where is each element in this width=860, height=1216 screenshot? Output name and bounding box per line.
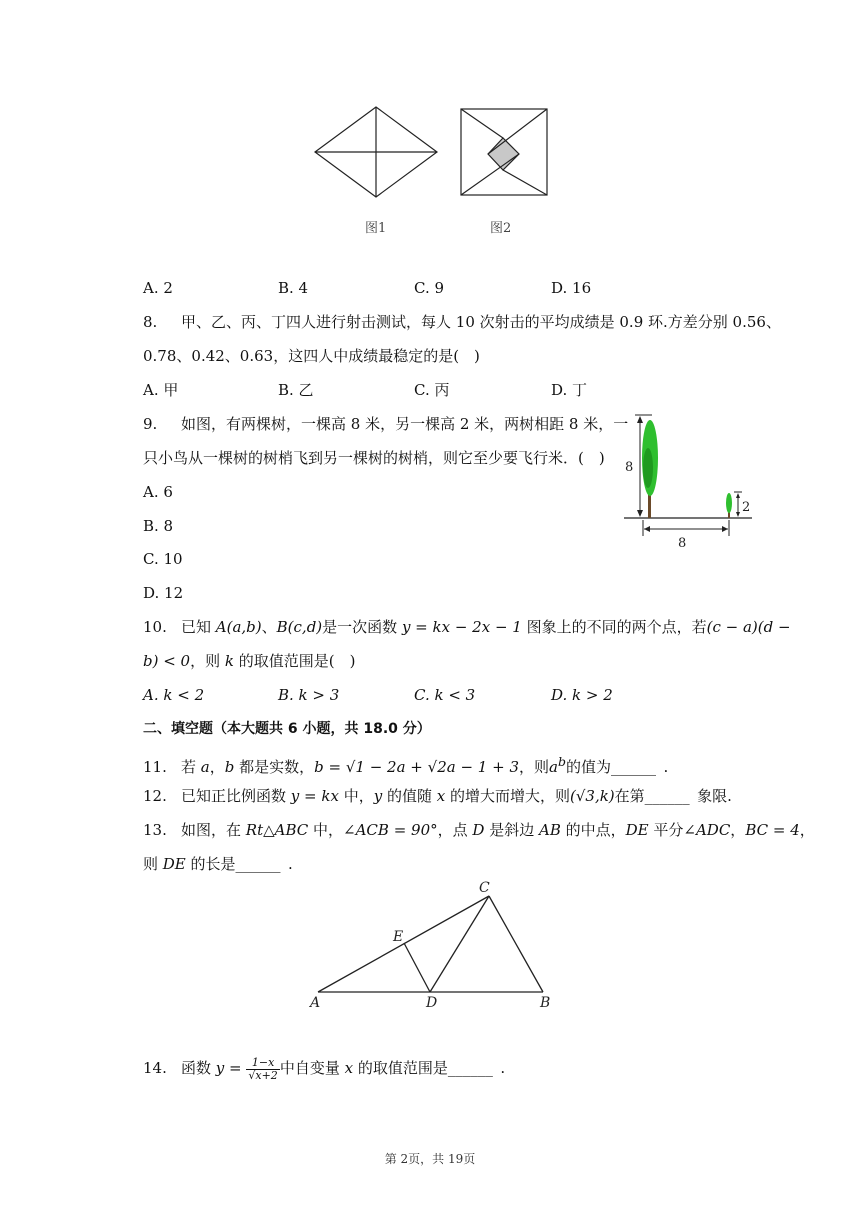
q10-point-a: A(a,b) [215, 618, 262, 636]
q11-line [143, 751, 668, 778]
q11-expression: b = √1 − 2a + √2a − 1 + 3 [314, 758, 519, 776]
q9-option-a: A. 6 [143, 483, 173, 501]
q13-text-f: 平分 [648, 821, 684, 839]
q13-triangle-figure [300, 875, 570, 1015]
q13-var-de-2: DE [162, 855, 186, 873]
q13-text-c: ，点 [437, 821, 473, 839]
q8-number: 8. [143, 313, 158, 331]
q13-bc: BC = 4 [745, 821, 800, 839]
q13-text-g: ， [730, 821, 746, 839]
q13-text-a: 如图，在 [181, 821, 246, 839]
q9-number: 9. [143, 415, 158, 433]
q12-text-a: 已知正比例函数 [181, 787, 291, 805]
q10-text-b: 是一次函数 [322, 618, 402, 636]
q13-text-j: 的长是______ . [185, 855, 293, 873]
q9-tall-height-label: 8 [625, 460, 634, 475]
q10-option-c: C. k < 3 [414, 686, 476, 704]
q9-line-2: 只小鸟从一棵树的树梢飞到另一棵树的树梢，则它至少要飞行米．( ) [143, 449, 605, 467]
figure-2-label: 图2 [490, 221, 512, 236]
q12-point: (√3,k) [569, 787, 615, 805]
q8-option-a: A. 甲 [143, 381, 179, 399]
q12-text-e: 在第______ 象限. [614, 787, 732, 805]
q12-text-d: 的增大而增大，则 [445, 787, 570, 805]
q7-option-c: C. 9 [414, 279, 445, 297]
tall-tree-icon [642, 420, 658, 518]
q9-option-c: C. 10 [143, 550, 183, 568]
q12-text-b: 中， [338, 787, 374, 805]
q10-text-c: 图象上的不同的两个点，若 [521, 618, 707, 636]
q14-text-a: 函数 [181, 1059, 216, 1077]
q10-option-d: D. k > 2 [551, 686, 613, 704]
q10-line-2 [143, 650, 355, 672]
q13-label-b: B [540, 995, 551, 1011]
q14-numerator: 1−x [246, 1057, 279, 1070]
q13-text-h: ， [799, 821, 815, 839]
q11-text-b: 都是实数， [234, 758, 315, 776]
q13-label-a: A [310, 995, 321, 1011]
q9-distance-label: 8 [678, 536, 687, 551]
q13-text-d: 是斜边 [484, 821, 539, 839]
q13-text-i: 则 [143, 855, 163, 873]
q10-text-a: 已知 [181, 618, 216, 636]
section-2-title: 二、填空题（本大题共 6 小题，共 18.0 分） [143, 721, 431, 737]
q14-number: 14. [143, 1059, 167, 1077]
q10-condition-1: (c − a)(d − [706, 618, 791, 636]
q11-var-a: a [200, 758, 210, 776]
q13-text-e: 的中点， [560, 821, 626, 839]
q14-denominator: √x+2 [248, 1068, 278, 1082]
q9-option-d: D. 12 [143, 584, 184, 602]
q12-var-y: y [373, 787, 383, 805]
q10-line-1 [143, 616, 791, 638]
q11-base: a [549, 758, 558, 776]
q13-var-de: DE [625, 821, 649, 839]
q10-function: y = kx − 2x − 1 [401, 618, 522, 636]
q14-text-c: 的取值范围是______ . [353, 1059, 506, 1077]
q7-option-d: D. 16 [551, 279, 592, 297]
q12-text-c: 的值随 [382, 787, 437, 805]
q11-text-d: 的值为______ . [565, 758, 669, 776]
page-footer: 第 2页，共 19页 [384, 1152, 476, 1166]
figure-1-label: 图1 [365, 221, 387, 236]
figures-q7 [300, 100, 560, 240]
q10-option-b: B. k > 3 [278, 686, 340, 704]
q8-option-d: D. 丁 [551, 381, 588, 399]
q13-label-d: D [426, 995, 438, 1011]
q13-label-e: E [393, 929, 404, 945]
figure-2-square [461, 109, 547, 195]
q10-condition-2: b) < 0 [143, 652, 191, 670]
q14-var-y: y = [215, 1059, 242, 1077]
q13-line-2 [143, 853, 293, 875]
q13-text-b: 中， [308, 821, 344, 839]
q11-var-b: b [224, 758, 235, 776]
q10-text-d: ，则 [190, 652, 225, 670]
q10-text-e: 的取值范围是( ) [233, 652, 356, 670]
q13-var-d: D [472, 821, 485, 839]
q14-fraction [246, 1057, 279, 1082]
q7-option-b: B. 4 [278, 279, 309, 297]
q11-text-c: ，则 [518, 758, 549, 776]
q13-triangle: Rt△ABC [245, 821, 309, 839]
q8-line-2: 0.78、0.42、0.63，这四人中成绩最稳定的是( ) [143, 347, 480, 365]
q8-line-1 [143, 311, 781, 333]
short-tree-icon [726, 493, 732, 518]
q12-function: y = kx [290, 787, 339, 805]
q9-text-1: 如图，有两棵树，一棵高 8 米，另一棵高 2 米，两树相距 8 米，一 [181, 415, 629, 433]
q9-short-height-label: 2 [742, 500, 751, 515]
q14-var-x: x [344, 1059, 354, 1077]
q9-line-1 [143, 413, 628, 435]
q11-exponent: b [557, 754, 566, 769]
q10-number: 10. [143, 618, 167, 636]
q8-option-c: C. 丙 [414, 381, 450, 399]
q14-line [143, 1054, 505, 1082]
q13-angle: ∠ACB = 90° [343, 821, 438, 839]
q12-var-x: x [436, 787, 446, 805]
q8-text-1: 甲、乙、丙、丁四人进行射击测试，每人 10 次射击的平均成绩是 0.9 环.方差分别 0.56、 [181, 313, 781, 331]
q10-option-a: A. k < 2 [143, 686, 205, 704]
q13-var-ab: AB [538, 821, 561, 839]
q10-point-b: B(c,d) [276, 618, 323, 636]
q10-sep: 、 [261, 618, 277, 636]
q13-number: 13. [143, 821, 167, 839]
q14-text-b: 中自变量 [279, 1059, 345, 1077]
q12-number: 12. [143, 787, 167, 805]
q9-tree-figure [612, 408, 762, 553]
q13-angle-adc: ∠ADC [683, 821, 731, 839]
q9-option-b: B. 8 [143, 517, 174, 535]
q13-line-1 [143, 819, 815, 841]
q7-option-a: A. 2 [143, 279, 173, 297]
figure-1-rhombus [315, 107, 437, 197]
q10-k: k [224, 652, 234, 670]
q11-comma: ， [209, 758, 225, 776]
q12-line [143, 785, 732, 807]
q8-option-b: B. 乙 [278, 381, 314, 399]
q11-text-a: 若 [181, 758, 201, 776]
q11-number: 11. [143, 758, 167, 776]
q13-label-c: C [479, 880, 490, 896]
